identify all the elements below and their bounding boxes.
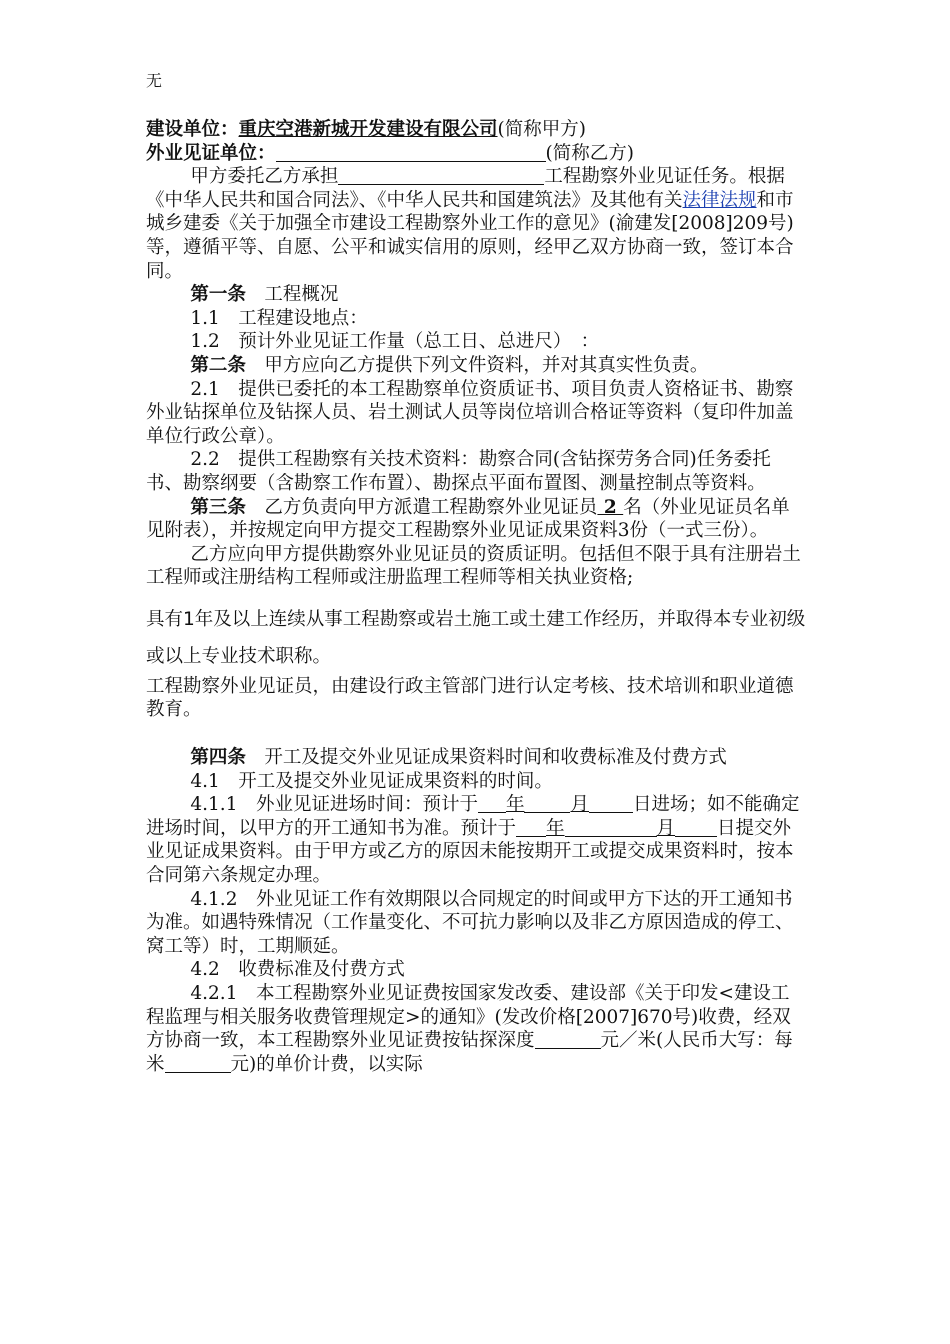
submit-day-blank	[675, 818, 717, 837]
article-3-training: 工程勘察外业见证员，由建设行政主管部门进行认定考核、技术培训和职业道德教育。	[146, 675, 794, 721]
enter-year-label: 年	[505, 794, 525, 816]
article-3-text-a: 乙方负责向甲方派遣工程勘察外业见证员	[245, 496, 598, 518]
intro-text-b: 工程勘察外业见证任务。根据《中华人民共和国合同法》、《中华人民共和国建筑法》及其他有关	[146, 166, 785, 211]
clause-4-1: 4.1 开工及提交外业见证成果资料的时间。	[190, 770, 553, 792]
submit-year-blank	[516, 818, 546, 837]
clause-4-2-1-c: 元)的单价计费，以实际	[230, 1053, 423, 1075]
header-mark: 无	[146, 71, 163, 90]
intro-text-c: 和市城乡建委《关于加强全市建设工程勘察外业工作的意见》(渝建发[2008]209号)等，遵循平等、自愿、公平和诚实信用的原则，经甲乙双方协商一致，签订本合同。	[146, 189, 794, 282]
article-3-title: 第三条	[190, 496, 246, 518]
party-a-line	[146, 118, 806, 142]
enter-year-blank	[478, 794, 506, 813]
article-2-text: 甲方应向乙方提供下列文件资料，并对其真实性负责。	[245, 354, 709, 376]
clause-1-1: 1.1 工程建设地点：	[190, 307, 368, 329]
party-b-suffix: (简称乙方)	[545, 142, 634, 164]
party-b-line	[146, 142, 806, 166]
clause-4-1-1-b: 如不能确定进场时间，以甲方的开工通知书为准。预计于	[146, 794, 800, 839]
party-b-label: 外业见证单位：	[146, 142, 276, 164]
article-3-paragraph	[146, 496, 806, 543]
law-link[interactable]: 法律法规	[682, 189, 757, 211]
enter-month-label: 月	[570, 794, 589, 816]
article-2-title: 第二条	[190, 354, 246, 376]
article-2-heading	[146, 354, 806, 378]
clause-4-1-1-c: 由于甲方或乙方的原因未能按期开工或提交成果资料时，按本合同第六条规定办理。	[146, 841, 794, 887]
article-1-title: 第一条	[190, 284, 246, 306]
submit-month-label: 月	[656, 817, 676, 839]
intro-text-a: 甲方委托乙方承担	[190, 166, 339, 188]
article-3-text-b: 名（外业见证员名单见附表），并按规定向甲方提交工程勘察外业见证成果资料3份（一式三份）。	[146, 496, 790, 542]
article-4-heading	[146, 746, 806, 770]
contract-body	[146, 118, 806, 1076]
clause-2-2: 2.2 提供工程勘察有关技术资料：勘察合同(含钻探劳务合同)任务委托书、勘察纲要（含勘察工作布置）、勘探点平面布置图、测量控制点等资料。	[146, 449, 771, 494]
clause-4-1-1-a: 4.1.1 外业见证进场时间：预计于	[190, 794, 478, 816]
party-a-name: 重庆空港新城开发建设有限公司	[238, 119, 498, 140]
project-blank	[338, 166, 544, 185]
article-3-experience: 具有1年及以上连续从事工程勘察或岩土施工或土建工作经历，并取得本专业初级或以上专业技术职称。	[146, 608, 806, 667]
clause-2-1: 2.1 提供已委托的本工程勘察单位资质证书、项目负责人资格证书、勘察外业钻探单位及钻探人员、岩土测试人员等岗位培训合格证等资料（复印件加盖单位行政公章）。	[146, 378, 794, 447]
enter-month-blank	[524, 794, 570, 813]
party-a-label: 建设单位：	[146, 119, 239, 140]
submit-month-lead-blank	[565, 818, 603, 837]
enter-day-label: 日进场；	[633, 794, 708, 816]
price-words-blank	[165, 1054, 231, 1073]
article-4-title: 第四条	[190, 747, 246, 769]
enter-day-blank	[589, 794, 633, 813]
clause-4-2-1-a: 4.2.1 本工程勘察外业见证费按国家发改委、建设部《关于印发<建设工程监理与相关服务收费管理规定>的通知》(发改价格[2007]670号)收费，经双方协商一致，本工程勘察外业见证费按钻探深度	[146, 983, 791, 1052]
party-a-suffix: (简称甲方)	[497, 119, 586, 140]
submit-year-label: 年	[546, 817, 565, 839]
submit-month-blank	[603, 818, 657, 837]
party-b-blank	[276, 143, 546, 162]
clause-4-1-1	[146, 793, 806, 887]
clause-4-1-2: 4.1.2 外业见证工作有效期限以合同规定的时间或甲方下达的开工通知书为准。如遇特殊情况（工作量变化、不可抗力影响以及非乙方原因造成的停工、窝工等）时，工期顺延。	[146, 888, 794, 957]
article-1-text: 工程概况	[245, 284, 339, 306]
clause-4-2-1-b: 元／米(人民币大写：每米	[146, 1030, 793, 1075]
article-4-text: 开工及提交外业见证成果资料时间和收费标准及付费方式	[245, 747, 727, 769]
article-1-heading	[146, 283, 806, 307]
clause-4-2: 4.2 收费标准及付费方式	[190, 959, 405, 981]
intro-paragraph	[146, 165, 806, 283]
inspector-count: 2	[597, 496, 624, 518]
article-3-qualification: 乙方应向甲方提供勘察外业见证员的资质证明。包括但不限于具有注册岩土工程师或注册结构工程师或注册监理工程师等相关执业资格;	[146, 543, 801, 589]
depth-price-blank	[535, 1030, 601, 1049]
submit-day-label: 日提交外业见证成果资料。	[146, 817, 792, 863]
clause-1-2: 1.2 预计外业见证工作量（总工日、总进尺） ：	[190, 331, 600, 353]
clause-4-2-1	[146, 982, 806, 1076]
